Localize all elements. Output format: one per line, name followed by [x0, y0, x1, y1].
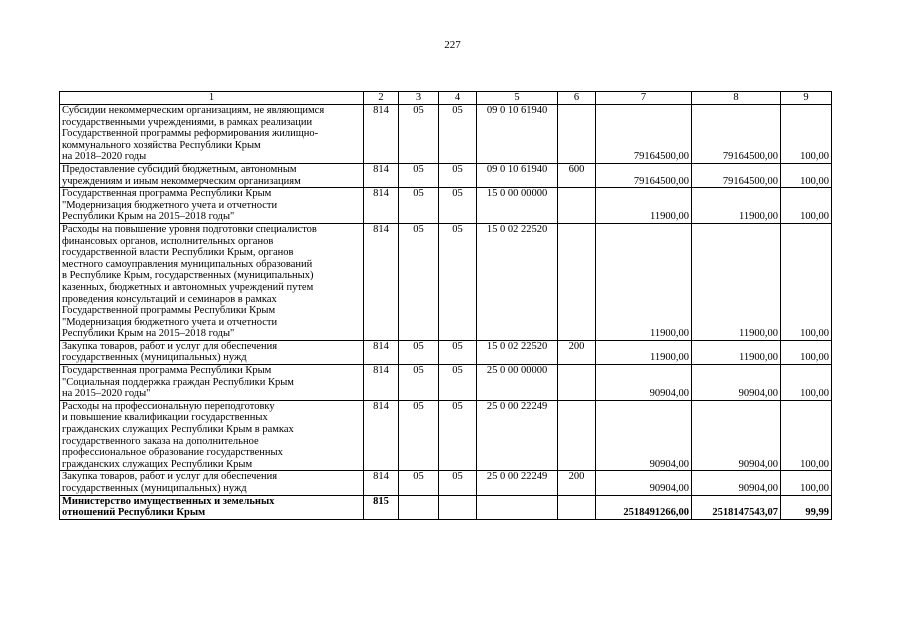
code-ministry: 814 — [364, 400, 399, 471]
code-expense-type: 600 — [558, 163, 596, 187]
code-subsection: 05 — [439, 163, 477, 187]
amount-executed: 11900,00 — [692, 188, 781, 224]
code-target-article: 25 0 00 22249 — [477, 400, 558, 471]
table-header-row — [60, 92, 832, 105]
row-description: Государственная программа Республики Крым "Модернизация бюджетного учета и отчетности Республики Крым на 2015–2018 годы" — [60, 188, 364, 224]
amount-executed: 2518147543,07 — [692, 495, 781, 519]
code-section: 05 — [399, 471, 439, 495]
code-ministry: 814 — [364, 223, 399, 340]
column-header: 6 — [558, 92, 596, 105]
amount-approved: 2518491266,00 — [596, 495, 692, 519]
code-ministry: 814 — [364, 471, 399, 495]
code-target-article: 25 0 00 22249 — [477, 471, 558, 495]
code-ministry: 814 — [364, 188, 399, 224]
code-subsection: 05 — [439, 188, 477, 224]
table-row — [60, 365, 832, 401]
amount-approved: 11900,00 — [596, 188, 692, 224]
page-number: 227 — [444, 39, 461, 51]
code-target-article: 09 0 10 61940 — [477, 163, 558, 187]
column-header: 5 — [477, 92, 558, 105]
amount-approved: 90904,00 — [596, 365, 692, 401]
row-description: Расходы на профессиональную переподготовку и повышение квалификации государственных гражданских служащих Республики Крым в рамках государственного заказа на дополнительное профессиональное образование государственных гражданских служащих Республики Крым — [60, 400, 364, 471]
table-row — [60, 340, 832, 364]
amount-executed: 90904,00 — [692, 471, 781, 495]
amount-approved: 11900,00 — [596, 223, 692, 340]
code-expense-type — [558, 400, 596, 471]
amount-executed: 90904,00 — [692, 365, 781, 401]
amount-approved: 90904,00 — [596, 471, 692, 495]
percent-executed: 100,00 — [781, 340, 832, 364]
code-target-article — [477, 495, 558, 519]
code-target-article: 15 0 02 22520 — [477, 223, 558, 340]
code-ministry: 814 — [364, 340, 399, 364]
code-ministry: 814 — [364, 105, 399, 164]
row-description: Закупка товаров, работ и услуг для обеспечения государственных (муниципальных) нужд — [60, 340, 364, 364]
table-row — [60, 400, 832, 471]
code-subsection: 05 — [439, 471, 477, 495]
code-expense-type — [558, 105, 596, 164]
percent-executed: 100,00 — [781, 188, 832, 224]
amount-executed: 11900,00 — [692, 223, 781, 340]
amount-approved: 11900,00 — [596, 340, 692, 364]
percent-executed: 99,99 — [781, 495, 832, 519]
code-target-article: 25 0 00 00000 — [477, 365, 558, 401]
code-section: 05 — [399, 400, 439, 471]
code-section: 05 — [399, 163, 439, 187]
code-ministry: 815 — [364, 495, 399, 519]
column-header: 1 — [60, 92, 364, 105]
column-header: 7 — [596, 92, 692, 105]
code-expense-type — [558, 495, 596, 519]
row-description: Закупка товаров, работ и услуг для обеспечения государственных (муниципальных) нужд — [60, 471, 364, 495]
code-subsection: 05 — [439, 400, 477, 471]
code-ministry: 814 — [364, 163, 399, 187]
percent-executed: 100,00 — [781, 163, 832, 187]
code-ministry: 814 — [364, 365, 399, 401]
amount-approved: 79164500,00 — [596, 105, 692, 164]
code-subsection: 05 — [439, 340, 477, 364]
column-header: 2 — [364, 92, 399, 105]
code-subsection: 05 — [439, 223, 477, 340]
amount-executed: 11900,00 — [692, 340, 781, 364]
row-description: Расходы на повышение уровня подготовки специалистов финансовых органов, исполнительных органов государственной власти Республики Крым, органов местного самоуправления муниципальных образований в Республике Крым, государственных (муниципальных) казенных, бюджетных и автономных учреждений путем проведения консультаций и семинаров в рамках Государственной программы Республики Крым "Модернизация бюджетного учета и отчетности Республики Крым на 2015–2018 годы" — [60, 223, 364, 340]
code-target-article: 15 0 00 00000 — [477, 188, 558, 224]
percent-executed: 100,00 — [781, 400, 832, 471]
code-expense-type — [558, 365, 596, 401]
table-row — [60, 163, 832, 187]
amount-executed: 79164500,00 — [692, 105, 781, 164]
code-section: 05 — [399, 223, 439, 340]
code-expense-type: 200 — [558, 471, 596, 495]
amount-executed: 90904,00 — [692, 400, 781, 471]
percent-executed: 100,00 — [781, 365, 832, 401]
column-header: 3 — [399, 92, 439, 105]
code-expense-type: 200 — [558, 340, 596, 364]
amount-approved: 90904,00 — [596, 400, 692, 471]
budget-table — [59, 91, 832, 520]
code-subsection: 05 — [439, 105, 477, 164]
code-section: 05 — [399, 188, 439, 224]
table-row — [60, 188, 832, 224]
code-section — [399, 495, 439, 519]
column-header: 9 — [781, 92, 832, 105]
percent-executed: 100,00 — [781, 223, 832, 340]
code-section: 05 — [399, 340, 439, 364]
code-target-article: 15 0 02 22520 — [477, 340, 558, 364]
table-row — [60, 495, 832, 519]
column-header: 4 — [439, 92, 477, 105]
table-row — [60, 471, 832, 495]
code-expense-type — [558, 188, 596, 224]
code-section: 05 — [399, 365, 439, 401]
percent-executed: 100,00 — [781, 105, 832, 164]
table-row — [60, 105, 832, 164]
code-subsection: 05 — [439, 365, 477, 401]
column-header: 8 — [692, 92, 781, 105]
row-description: Субсидии некоммерческим организациям, не являющимся государственными учреждениями, в рамках реализации Государственной программы реформирования жилищно- коммунального хозяйства Республики Крым на 2018–2020 годы — [60, 105, 364, 164]
amount-approved: 79164500,00 — [596, 163, 692, 187]
amount-executed: 79164500,00 — [692, 163, 781, 187]
percent-executed: 100,00 — [781, 471, 832, 495]
row-description: Предоставление субсидий бюджетным, автономным учреждениям и иным некоммерческим организациям — [60, 163, 364, 187]
row-description: Государственная программа Республики Крым "Социальная поддержка граждан Республики Крым на 2015–2020 годы" — [60, 365, 364, 401]
table-row — [60, 223, 832, 340]
code-expense-type — [558, 223, 596, 340]
row-description: Министерство имущественных и земельных отношений Республики Крым — [60, 495, 364, 519]
code-subsection — [439, 495, 477, 519]
code-target-article: 09 0 10 61940 — [477, 105, 558, 164]
code-section: 05 — [399, 105, 439, 164]
